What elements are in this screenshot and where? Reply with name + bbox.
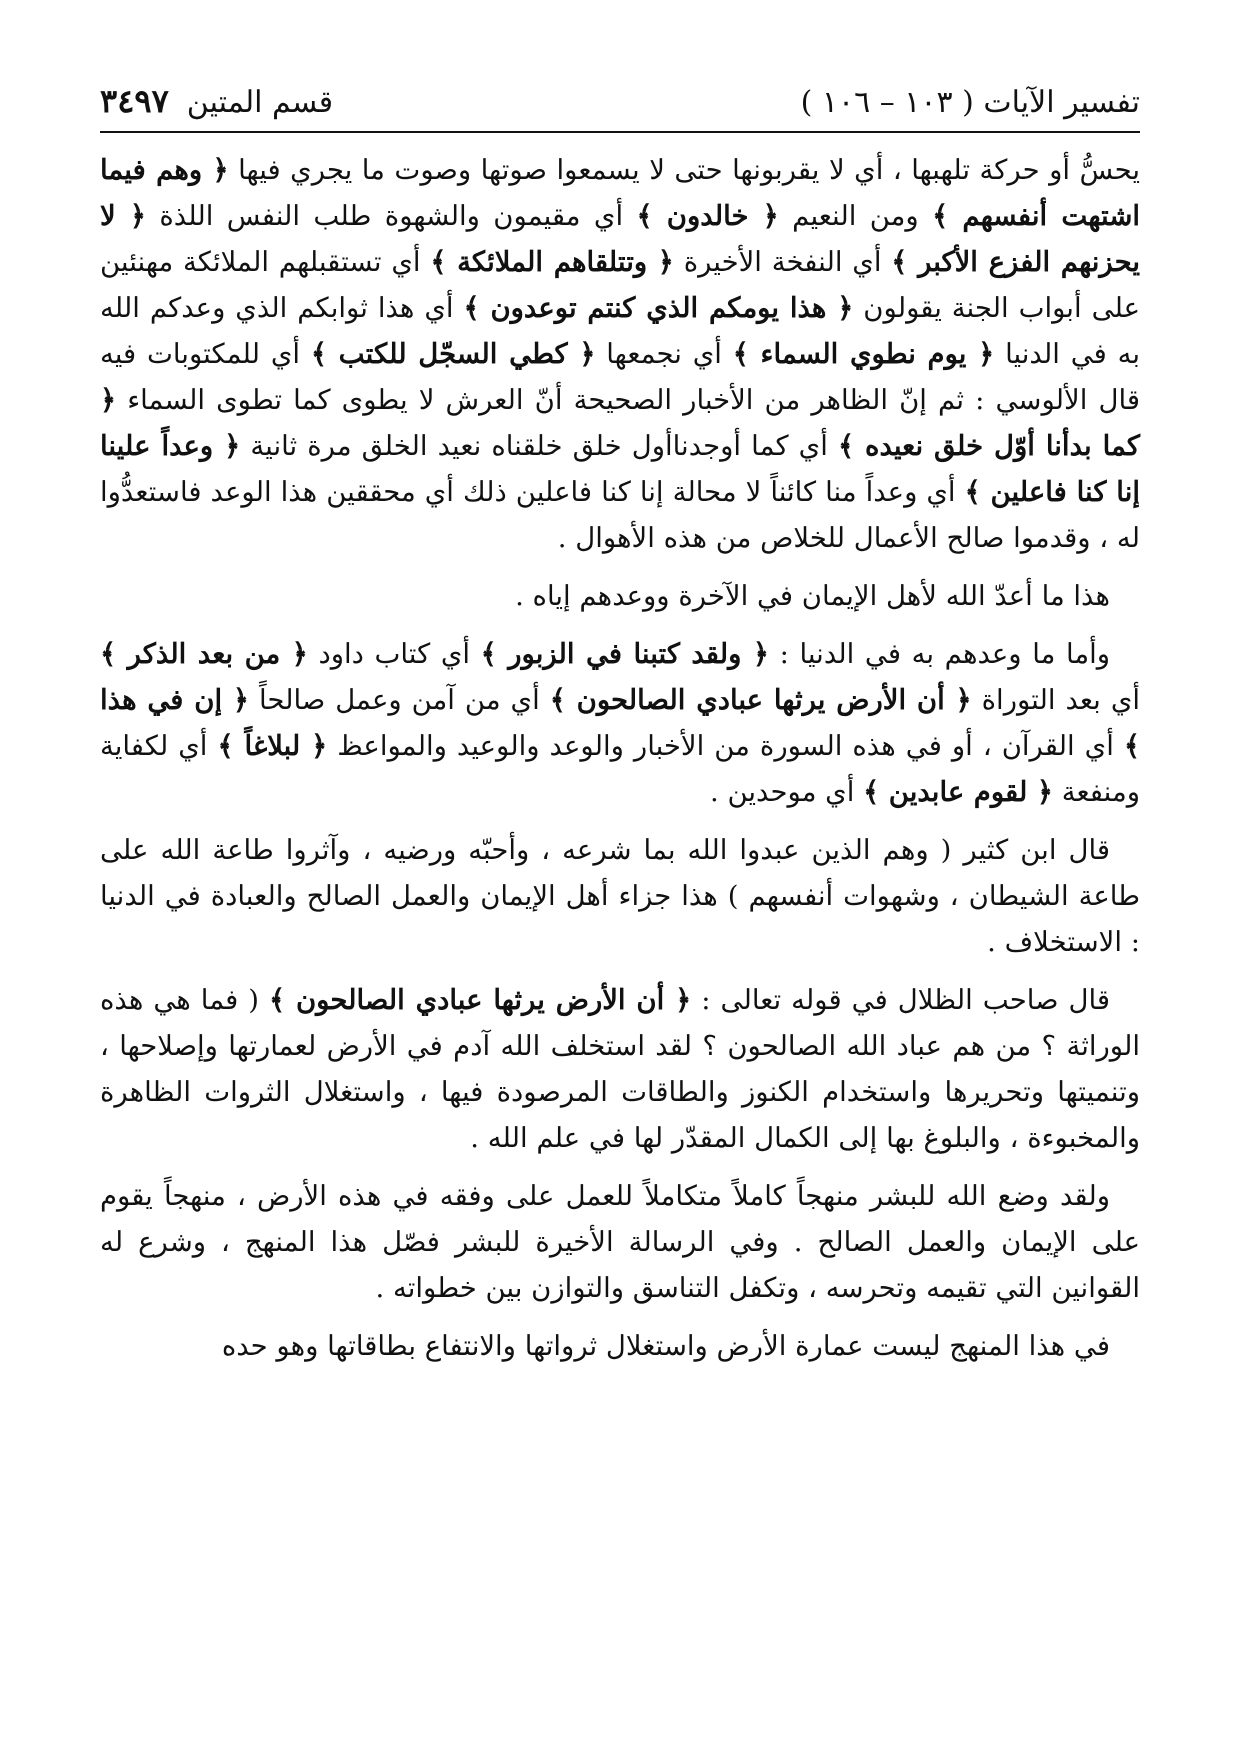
paragraph — [100, 631, 1140, 815]
commentary-text: أي بعد التوراة — [971, 684, 1140, 716]
commentary-text: أي لكفاية ومنفعة — [100, 730, 1140, 808]
quran-quote: ﴿ إن في هذا ﴾ — [100, 684, 1140, 762]
quran-quote: ﴿ لقوم عابدين ﴾ — [863, 776, 1054, 808]
quran-quote: ﴿ لبلاغاً ﴾ — [217, 730, 328, 762]
page-info — [100, 82, 333, 121]
quran-quote: ﴿ كما بدأنا أوّل خلق نعيده ﴾ — [100, 384, 1140, 462]
quran-quote: ﴿ من بعد الذكر ﴾ — [100, 638, 308, 670]
commentary-text: أي هذا ثوابكم الذي وعدكم الله به في الدنيا — [100, 292, 1140, 370]
paragraph — [100, 1323, 1140, 1369]
page-number: ٣٤٩٧ — [100, 82, 169, 120]
quran-quote: ﴿ أن الأرض يرثها عبادي الصالحون ﴾ — [269, 984, 692, 1016]
commentary-text: أي القرآن ، أو في هذه السورة من الأخبار والوعد والوعيد والمواعظ — [327, 730, 1124, 762]
commentary-text: قال ابن كثير ( وهم الذين عبدوا الله بما شرعه ، وأحبّه ورضيه ، وآثروا طاعة الله على طاعة الشيطان ، وشهوات أنفسهم ) هذا جزاء أهل الإيمان والعمل الصالح والعبادة في الدنيا : الاستخلاف . — [100, 834, 1140, 958]
quran-quote: ﴿ خالدون ﴾ — [636, 200, 779, 232]
commentary-text: أي كما أوجدناأول خلق خلقناه نعيد الخلق مرة ثانية — [240, 430, 838, 462]
quran-quote: ﴿ يوم نطوي السماء ﴾ — [732, 338, 995, 370]
commentary-text: وأما ما وعدهم به في الدنيا : — [768, 638, 1110, 670]
commentary-text: أي كتاب داود — [307, 638, 481, 670]
commentary-text: هذا ما أعدّ الله لأهل الإيمان في الآخرة ووعدهم إياه . — [515, 580, 1110, 612]
commentary-text: أي من آمن وعمل صالحاً — [249, 684, 550, 716]
page-body — [100, 147, 1140, 1369]
commentary-text: قال صاحب الظلال في قوله تعالى : — [691, 984, 1110, 1016]
quran-quote: ﴿ وهم فيما اشتهت أنفسهم ﴾ — [100, 154, 1140, 232]
commentary-text: أي موحدين . — [709, 776, 864, 808]
quran-quote: ﴿ لا يحزنهم الفزع الأكبر ﴾ — [100, 200, 1140, 278]
commentary-text: أي تستقبلهم الملائكة مهنئين على أبواب الجنة يقولون — [100, 246, 1141, 324]
quran-quote: ﴿ هذا يومكم الذي كنتم توعدون ﴾ — [463, 292, 854, 324]
commentary-text: أي للمكتوبات فيه قال الألوسي : ثم إنّ الظاهر من الأخبار الصحيحة أنّ العرش لا يطوى كما تطوى السماء — [100, 338, 1140, 416]
quran-quote: ﴿ ولقد كتبنا في الزبور ﴾ — [480, 638, 769, 670]
paragraph — [100, 977, 1140, 1161]
quran-quote: ﴿ وتتلقاهم الملائكة ﴾ — [430, 246, 674, 278]
paragraph — [100, 147, 1140, 561]
commentary-text: ولقد وضع الله للبشر منهجاً كاملاً متكاملاً للعمل على وفقه في هذه الأرض ، منهجاً يقوم على الإيمان والعمل الصالح . وفي الرسالة الأخيرة للبشر فصّل هذا المنهج ، وشرع له القوانين التي تقيمه وتحرسه ، وتكفل التناسق والتوازن بين خطواته . — [100, 1180, 1140, 1304]
quran-quote: ﴿ وعداً علينا إنا كنا فاعلين ﴾ — [100, 430, 1140, 508]
quran-quote: ﴿ كطي السجّل للكتب ﴾ — [310, 338, 596, 370]
paragraph — [100, 1173, 1140, 1311]
section-name: قسم المتين — [186, 85, 334, 120]
commentary-text: أي النفخة الأخيرة — [673, 246, 892, 278]
page-header — [100, 82, 1140, 133]
commentary-text: في هذا المنهج ليست عمارة الأرض واستغلال ثرواتها والانتفاع بطاقاتها وهو حده — [221, 1330, 1110, 1362]
paragraph — [100, 573, 1140, 619]
commentary-text: أي نجمعها — [595, 338, 733, 370]
commentary-text: ( فما هي هذه الوراثة ؟ من هم عباد الله الصالحون ؟ لقد استخلف الله آدم في الأرض لعمارتها وإصلاحها ، وتنميتها وتحريرها واستخدام الكنوز والطاقات المرصودة فيها ، واستغلال الثروات الظاهرة والمخبوءة ، والبلوغ بها إلى الكمال المقدّر لها في علم الله . — [100, 984, 1140, 1154]
quran-quote: ﴿ أن الأرض يرثها عبادي الصالحون ﴾ — [549, 684, 972, 716]
commentary-text: ومن النعيم — [778, 200, 933, 232]
paragraph — [100, 827, 1140, 965]
commentary-text: يحسُّ أو حركة تلهبها ، أي لا يقربونها حتى لا يسمعوا صوتها وصوت ما يجري فيها — [228, 154, 1140, 186]
commentary-text: أي مقيمون والشهوة طلب النفس اللذة — [146, 200, 637, 232]
commentary-text: أي وعداً منا كائناً لا محالة إنا كنا فاعلين ذلك أي محققين هذا الوعد فاستعدُّوا له ، وقدموا صالح الأعمال للخلاص من هذه الأهوال . — [100, 476, 1140, 554]
running-title: تفسير الآيات ( ١٠٣ – ١٠٦ ) — [800, 85, 1140, 120]
